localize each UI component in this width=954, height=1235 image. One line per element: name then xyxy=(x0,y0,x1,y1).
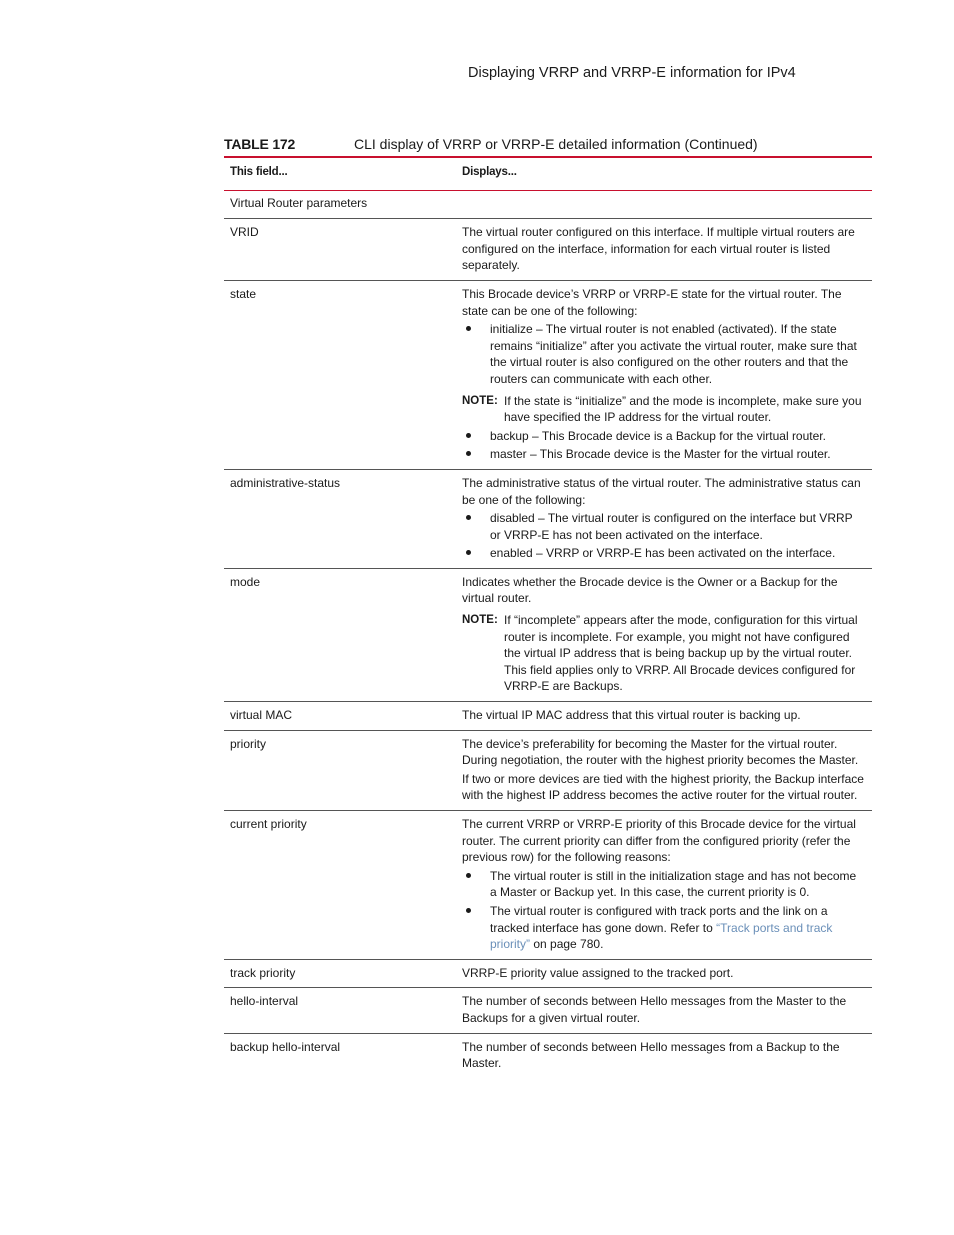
table-row xyxy=(224,811,872,960)
field-name: administrative-status xyxy=(230,475,341,490)
table-header-row xyxy=(224,158,872,191)
list-item xyxy=(462,545,866,562)
table-row xyxy=(224,219,872,281)
note-text: If “incomplete” appears after the mode, configuration for this virtual router is incomplete. For example, you might not have configured the virtual IP address that is being backup up by the virtual router. xyxy=(504,613,858,661)
list-item-text: disabled – The virtual router is configured on the interface but VRRP or VRRP-E has not been activated on the interface. xyxy=(490,511,853,542)
running-head: Displaying VRRP and VRRP-E information for IPv4 xyxy=(468,65,796,81)
description-text: If two or more devices are tied with the highest priority, the Backup interface with the highest IP address becomes the active router for the virtual router. xyxy=(462,771,864,803)
description-text: The number of seconds between Hello messages from a Backup to the Master. xyxy=(462,1039,840,1071)
description-text: The administrative status of the virtual router. The administrative status can be one of the following: xyxy=(462,475,861,507)
field-name: state xyxy=(230,286,257,301)
field-name: hello-interval xyxy=(230,994,299,1009)
table-row xyxy=(224,960,872,989)
list-item xyxy=(462,446,866,463)
field-description xyxy=(456,702,872,730)
column-header-displays: Displays... xyxy=(462,166,517,178)
description-text: The virtual router configured on this interface. If multiple virtual routers are configured on the interface, information for each virtual router is listed separately. xyxy=(462,225,855,273)
field-description xyxy=(456,569,872,701)
description-text: The virtual IP MAC address that this virtual router is backing up. xyxy=(462,708,801,723)
field-description xyxy=(456,281,872,469)
description-text: The current VRRP or VRRP-E priority of this Brocade device for the virtual router. The current priority can differ from the configured priority (refer the previous row) for the following reasons: xyxy=(462,817,856,865)
list-item-text: on page 780. xyxy=(530,937,604,952)
description-text: The number of seconds between Hello messages from the Master to the Backups for a given virtual router. xyxy=(462,994,847,1025)
field-description xyxy=(456,470,872,568)
note xyxy=(462,393,866,426)
field-name: backup hello-interval xyxy=(230,1039,341,1054)
field-name: current priority xyxy=(230,817,307,831)
table-row xyxy=(224,702,872,731)
description-text: This Brocade device’s VRRP or VRRP-E state for the virtual router. The state can be one of the following: xyxy=(462,286,842,318)
field-name: track priority xyxy=(230,965,296,980)
table-number: TABLE 172 xyxy=(224,136,296,152)
bullet-icon xyxy=(466,451,471,456)
field-name: virtual MAC xyxy=(230,708,293,723)
list-item xyxy=(462,903,866,953)
bullet-icon xyxy=(466,550,471,555)
field-description xyxy=(456,988,872,1032)
table-row xyxy=(224,470,872,569)
field-name: priority xyxy=(230,736,267,751)
field-description xyxy=(456,731,872,810)
table-row xyxy=(224,569,872,702)
list-item-text: master – This Brocade device is the Master for the virtual router. xyxy=(490,447,831,462)
group-row xyxy=(224,191,872,220)
field-description xyxy=(456,219,872,280)
table-caption xyxy=(224,136,872,156)
list-item-text: The virtual router is configured with track ports and the link on a tracked interface has gone down. Refer to xyxy=(490,903,828,935)
note-text: This field applies only to VRRP. All Brocade devices configured for VRRP-E are Backups. xyxy=(504,662,856,694)
cross-reference-link[interactable]: “Track ports and track priority” xyxy=(490,920,833,952)
group-label: Virtual Router parameters xyxy=(230,195,368,210)
note-label: NOTE: xyxy=(462,614,498,627)
table-title: CLI display of VRRP or VRRP-E detailed information (Continued) xyxy=(354,136,758,152)
bullet-icon xyxy=(466,433,471,438)
list-item xyxy=(462,321,866,387)
table-row xyxy=(224,1034,872,1078)
list-item-text: enabled – VRRP or VRRP-E has been activated on the interface. xyxy=(490,546,836,561)
bullet-icon xyxy=(466,908,471,913)
list-item-text: initialize – The virtual router is not enabled (activated). If the state remains “initialize” after you activate the virtual router, make sure that the virtual router is also configured on the other routers and that the routers can communicate with each other. xyxy=(490,322,857,386)
list-item xyxy=(462,868,866,901)
field-name: VRID xyxy=(230,225,259,240)
vrrp-detail-table xyxy=(224,156,872,1078)
note xyxy=(462,612,866,695)
bullet-icon xyxy=(466,873,471,878)
column-header-field: This field... xyxy=(230,166,288,178)
bullet-icon xyxy=(466,326,471,331)
list-item xyxy=(462,510,866,543)
list-item-text: The virtual router is still in the initialization stage and has not become a Master or Backup yet. In this case, the current priority is 0. xyxy=(490,868,857,900)
description-text: VRRP-E priority value assigned to the tracked port. xyxy=(462,965,734,980)
note-text: If the state is “initialize” and the mode is incomplete, make sure you have specified the IP address for the virtual router. xyxy=(504,393,862,425)
field-description xyxy=(456,960,872,988)
list-item xyxy=(462,428,866,445)
table-row xyxy=(224,731,872,811)
note-label: NOTE: xyxy=(462,394,498,407)
field-description xyxy=(456,1034,872,1078)
description-text: The device’s preferability for becoming the Master for the virtual router. During negotiation, the router with the highest priority becomes the Master. xyxy=(462,736,859,768)
description-text: Indicates whether the Brocade device is the Owner or a Backup for the virtual router. xyxy=(462,574,838,606)
table-row xyxy=(224,281,872,470)
table-row xyxy=(224,988,872,1033)
list-item-text: backup – This Brocade device is a Backup for the virtual router. xyxy=(490,428,826,443)
field-name: mode xyxy=(230,574,261,589)
bullet-icon xyxy=(466,515,471,520)
field-description xyxy=(456,811,872,959)
